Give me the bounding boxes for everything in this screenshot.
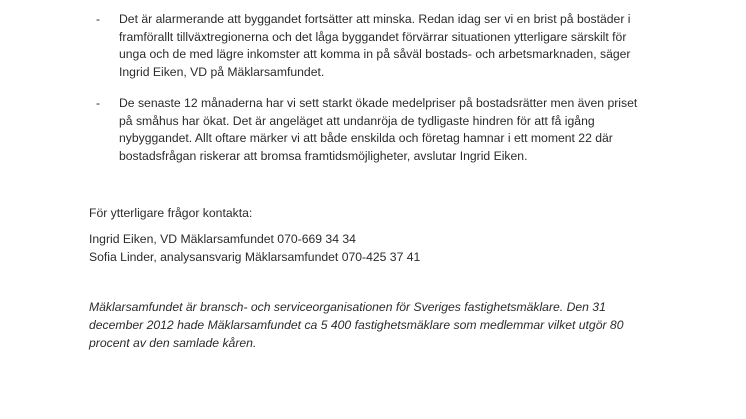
bullet-text [119,11,669,81]
text-line: december 2012 hade Mäklarsamfundet ca 5 400 fastighetsmäklare som medlemmar vilket utgör 80 [89,318,624,333]
contact-heading: För ytterligare frågor kontakta: [89,206,253,220]
contact-person: Ingrid Eiken, VD Mäklarsamfundet 070-669 34 34 [89,232,356,246]
bullet-text [119,95,669,165]
text-line: bostadsfrågan riskerar att bromsa framtidsmöjligheter, avslutar Ingrid Eiken. [119,148,528,163]
about-paragraph [89,298,689,353]
bullet-dash: - [96,12,101,26]
text-line: De senaste 12 månaderna har vi sett starkt ökade medelpriser på bostadsrätter men även priset [119,96,638,110]
contact-list [89,231,689,266]
text-line: procent av den samlade kåren. [89,336,257,351]
text-line: på småhus har ökat. Det är angeläget att undanröja de tydligaste hindren för att få igång [119,113,595,128]
text-line: framförallt tillväxtregionerna och det låga byggandet förvärrar situationen ytterligare särskilt för [119,29,627,44]
contact-heading-block [89,205,689,223]
text-line: Det är alarmerande att byggandet fortsätter att minska. Redan idag ser vi en brist på bostäder i [119,12,631,26]
text-line: Mäklarsamfundet är bransch- och serviceorganisationen för Sveriges fastighetsmäklare. Den 31 [89,300,606,314]
bullet-dash: - [96,96,101,110]
text-line: unga och de med lägre inkomster att komma in på såväl bostads- och arbetsmarknaden, säger [119,47,631,62]
text-line: Ingrid Eiken, VD på Mäklarsamfundet. [119,64,325,79]
text-line: nybyggandet. Allt oftare märker vi att både enskilda och företag hamnar i ett moment 22 där [119,131,613,146]
contact-person: Sofia Linder, analysansvarig Mäklarsamfundet 070-425 37 41 [89,249,421,264]
